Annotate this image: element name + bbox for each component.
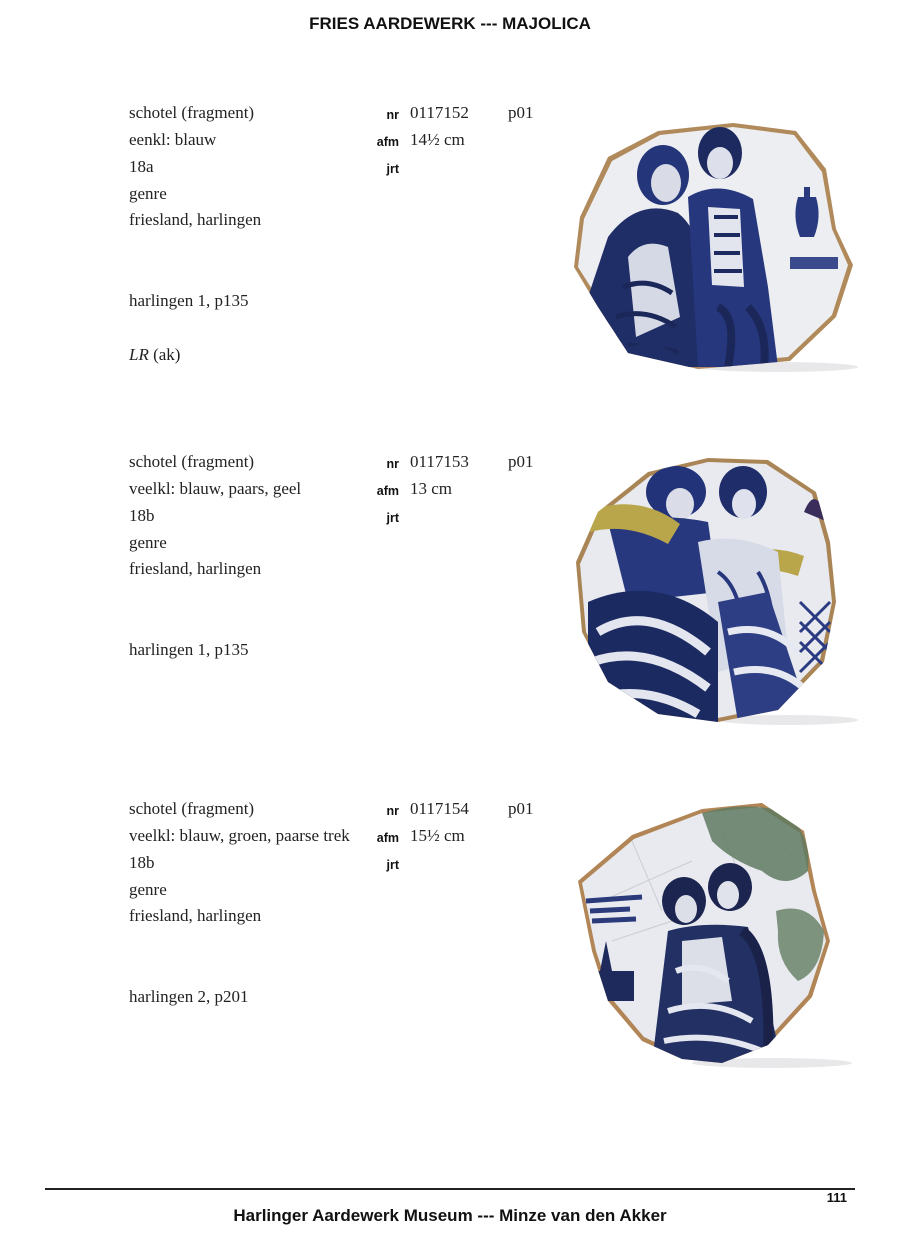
label-jrt: jrt xyxy=(386,511,399,525)
label-jrt: jrt xyxy=(386,858,399,872)
value-page-code: p01 xyxy=(508,799,534,818)
value-kleur: eenkl: blauw xyxy=(129,130,217,149)
label-jrt: jrt xyxy=(386,162,399,176)
value-voorwerp: schotel (fragment) xyxy=(129,452,255,471)
dish-fragment-photo xyxy=(568,117,858,373)
value-page-code: p01 xyxy=(508,452,534,471)
value-literatuur: harlingen 2, p201 xyxy=(129,987,249,1006)
opschrift-italic: LR xyxy=(129,345,149,364)
label-nr: nr xyxy=(386,457,399,471)
value-page-code: p01 xyxy=(508,103,534,122)
label-afm: afm xyxy=(376,831,399,845)
value-afm: 15½ cm xyxy=(410,826,465,845)
value-datering: 18a xyxy=(129,157,154,176)
value-literatuur: harlingen 1, p135 xyxy=(129,291,249,310)
value-datering: 18b xyxy=(129,853,155,872)
value-fabrikaat: friesland, harlingen xyxy=(129,559,262,578)
page-footer: Harlinger Aardewerk Museum --- Minze van den Akker xyxy=(233,1206,667,1225)
value-fabrikaat: friesland, harlingen xyxy=(129,906,262,925)
value-nr: 0117152 xyxy=(410,103,469,122)
catalog-entry xyxy=(0,103,900,383)
opschrift-rest: (ak) xyxy=(148,345,181,364)
page-header: FRIES AARDEWERK --- MAJOLICA xyxy=(309,14,591,33)
value-nr: 0117153 xyxy=(410,452,469,471)
value-opschrift xyxy=(129,345,180,365)
value-datering: 18b xyxy=(129,506,155,525)
label-nr: nr xyxy=(386,804,399,818)
footer-rule xyxy=(45,1188,855,1190)
label-afm: afm xyxy=(376,135,399,149)
value-fabrikaat: friesland, harlingen xyxy=(129,210,262,229)
value-literatuur: harlingen 1, p135 xyxy=(129,640,249,659)
value-voorstelling: genre xyxy=(129,880,167,899)
label-afm: afm xyxy=(376,484,399,498)
value-afm: 13 cm xyxy=(410,479,453,498)
value-voorwerp: schotel (fragment) xyxy=(129,103,255,122)
dish-fragment-photo xyxy=(568,452,858,734)
value-nr: 0117154 xyxy=(410,799,469,818)
label-nr: nr xyxy=(386,108,399,122)
catalog-entry xyxy=(0,799,900,1079)
dish-fragment-photo xyxy=(572,801,856,1073)
value-afm: 14½ cm xyxy=(410,130,465,149)
value-kleur: veelkl: blauw, paars, geel xyxy=(129,479,302,498)
value-voorstelling: genre xyxy=(129,184,167,203)
page-number: 111 xyxy=(826,1190,847,1205)
value-kleur: veelkl: blauw, groen, paarse trek xyxy=(129,826,350,845)
value-voorwerp: schotel (fragment) xyxy=(129,799,255,818)
value-voorstelling: genre xyxy=(129,533,167,552)
catalog-entry xyxy=(0,452,900,732)
